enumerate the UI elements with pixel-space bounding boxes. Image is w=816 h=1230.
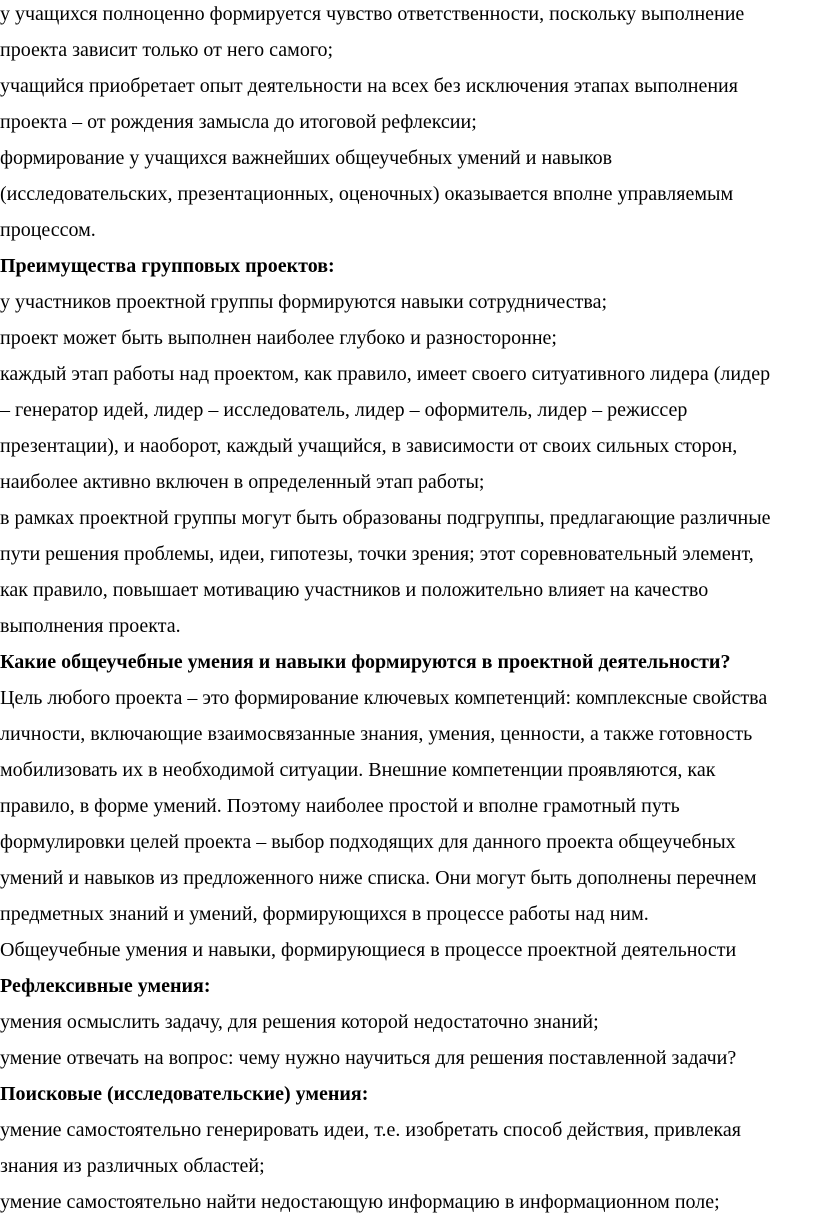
section-heading: Какие общеучебные умения и навыки формируются в проектной деятельности? xyxy=(0,651,731,673)
text-line: проекта – от рождения замысла до итоговой рефлексии; xyxy=(0,111,477,133)
text-line: презентации), и наоборот, каждый учащийся, в зависимости от своих сильных сторон, xyxy=(0,435,738,457)
text-line: умений и навыков из предложенного ниже списка. Они могут быть дополнены перечнем xyxy=(0,867,757,889)
text-line: каждый этап работы над проектом, как правило, имеет своего ситуативного лидера (лидер xyxy=(0,363,771,385)
text-line: у участников проектной группы формируются навыки сотрудничества; xyxy=(0,291,608,313)
text-line: правило, в форме умений. Поэтому наиболее простой и вполне грамотный путь xyxy=(0,795,680,817)
text-line: проекта зависит только от него самого; xyxy=(0,39,334,61)
text-line: в рамках проектной группы могут быть образованы подгруппы, предлагающие различные xyxy=(0,507,771,529)
text-line: мобилизовать их в необходимой ситуации. Внешние компетенции проявляются, как xyxy=(0,759,716,781)
text-line: умение самостоятельно генерировать идеи, т.е. изобретать способ действия, привлекая xyxy=(0,1119,741,1141)
text-line: Общеучебные умения и навыки, формирующиеся в процессе проектной деятельности xyxy=(0,939,737,961)
text-line: предметных знаний и умений, формирующихся в процессе работы над ним. xyxy=(0,903,649,925)
text-line: формирование у учащихся важнейших общеучебных умений и навыков xyxy=(0,147,613,169)
text-line: личности, включающие взаимосвязанные знания, умения, ценности, а также готовность xyxy=(0,723,753,745)
section-heading: Рефлексивные умения: xyxy=(0,975,211,997)
text-line: Цель любого проекта – это формирование ключевых компетенций: комплексные свойства xyxy=(0,687,768,709)
text-line: у учащихся полноценно формируется чувство ответственности, поскольку выполнение xyxy=(0,3,745,25)
section-heading: Преимущества групповых проектов: xyxy=(0,255,335,277)
text-line: знания из различных областей; xyxy=(0,1155,265,1177)
text-line: наиболее активно включен в определенный этап работы; xyxy=(0,471,485,493)
text-line: умение самостоятельно найти недостающую информацию в информационном поле; xyxy=(0,1191,720,1213)
text-line: процессом. xyxy=(0,219,96,241)
text-line: учащийся приобретает опыт деятельности на всех без исключения этапах выполнения xyxy=(0,75,738,97)
text-line: как правило, повышает мотивацию участников и положительно влияет на качество xyxy=(0,579,709,601)
text-line: проект может быть выполнен наиболее глубоко и разносторонне; xyxy=(0,327,557,349)
text-line: (исследовательских, презентационных, оценочных) оказывается вполне управляемым xyxy=(0,183,734,205)
text-line: формулировки целей проекта – выбор подходящих для данного проекта общеучебных xyxy=(0,831,736,853)
text-line: выполнения проекта. xyxy=(0,615,181,637)
text-line: умения осмыслить задачу, для решения которой недостаточно знаний; xyxy=(0,1011,599,1033)
text-line: умение отвечать на вопрос: чему нужно научиться для решения поставленной задачи? xyxy=(0,1047,737,1069)
text-line: пути решения проблемы, идеи, гипотезы, точки зрения; этот соревновательный элемент, xyxy=(0,543,754,565)
text-line: – генератор идей, лидер – исследователь, лидер – оформитель, лидер – режиссер xyxy=(0,399,688,421)
section-heading: Поисковые (исследовательские) умения: xyxy=(0,1083,369,1105)
